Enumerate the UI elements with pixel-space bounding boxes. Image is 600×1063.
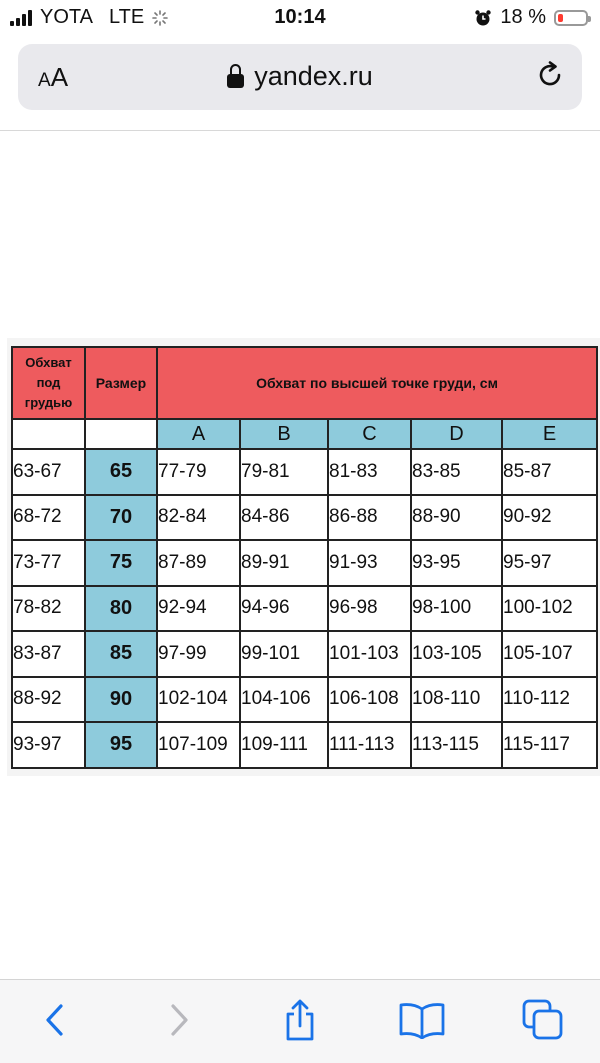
url-text: yandex.ru [254,61,373,91]
cup-cell: 93-95 [411,540,502,586]
size-cell: 95 [85,722,157,768]
cup-cell: 106-108 [328,677,411,723]
back-button[interactable] [31,996,79,1044]
back-icon [40,1002,70,1038]
blank-cell [85,419,157,449]
cup-letter: C [328,419,411,449]
lock-icon [227,74,244,88]
cup-cell: 100-102 [502,586,597,632]
underbust-cell: 78-82 [12,586,85,632]
cup-cell: 98-100 [411,586,502,632]
cup-cell: 88-90 [411,495,502,541]
bookmarks-button[interactable] [398,996,446,1044]
reader-text-size-button[interactable]: AA [38,62,69,92]
cup-cell: 111-113 [328,722,411,768]
carrier-label: YOTA [40,6,93,28]
underbust-cell: 83-87 [12,631,85,677]
table-row [12,449,597,495]
size-table [11,346,598,769]
cup-cell: 89-91 [240,540,328,586]
cup-cell: 102-104 [157,677,240,723]
battery-percent: 18 % [500,6,546,28]
cup-cell: 101-103 [328,631,411,677]
share-icon [281,998,319,1042]
cup-cell: 82-84 [157,495,240,541]
cup-cell: 105-107 [502,631,597,677]
cup-cell: 94-96 [240,586,328,632]
table-row [12,722,597,768]
battery-icon [554,10,588,26]
cup-cell: 113-115 [411,722,502,768]
header-bust: Обхват по высшей точке груди, см [157,347,597,419]
cup-letter: E [502,419,597,449]
cup-cell: 84-86 [240,495,328,541]
cup-cell: 107-109 [157,722,240,768]
cup-cell: 109-111 [240,722,328,768]
cup-cell: 91-93 [328,540,411,586]
header-underbust: Обхват под грудью [12,347,85,419]
cup-cell: 115-117 [502,722,597,768]
cup-cell: 99-101 [240,631,328,677]
size-chart-image [7,338,600,776]
table-row [12,631,597,677]
bookmarks-icon [398,1001,446,1039]
underbust-cell: 73-77 [12,540,85,586]
share-button[interactable] [276,996,324,1044]
table-row [12,495,597,541]
url-display[interactable] [18,61,582,92]
underbust-cell: 88-92 [12,677,85,723]
cup-cell: 92-94 [157,586,240,632]
status-bar [0,0,600,36]
header-size: Размер [85,347,157,419]
table-row [12,586,597,632]
address-bar[interactable] [18,44,582,110]
cup-cell: 85-87 [502,449,597,495]
tabs-button[interactable] [519,996,567,1044]
cup-cell: 83-85 [411,449,502,495]
underbust-cell: 93-97 [12,722,85,768]
cup-cell: 108-110 [411,677,502,723]
browser-toolbar [0,979,600,1063]
cup-cell: 86-88 [328,495,411,541]
cup-cell: 97-99 [157,631,240,677]
size-cell: 75 [85,540,157,586]
size-cell: 65 [85,449,157,495]
cup-cell: 104-106 [240,677,328,723]
cup-cell: 110-112 [502,677,597,723]
underbust-cell: 68-72 [12,495,85,541]
tabs-icon [521,998,565,1042]
cup-letter: B [240,419,328,449]
header-divider [0,130,600,131]
cup-letter: A [157,419,240,449]
cup-cell: 90-92 [502,495,597,541]
cup-letters-row [12,419,597,449]
size-cell: 85 [85,631,157,677]
cup-letter: D [411,419,502,449]
forward-icon [164,1002,194,1038]
table-row [12,540,597,586]
cup-cell: 96-98 [328,586,411,632]
underbust-cell: 63-67 [12,449,85,495]
cup-cell: 79-81 [240,449,328,495]
network-label: LTE [108,6,145,28]
cup-cell: 95-97 [502,540,597,586]
clock: 10:14 [274,6,326,28]
cup-cell: 87-89 [157,540,240,586]
size-cell: 70 [85,495,157,541]
size-cell: 80 [85,586,157,632]
reload-icon[interactable] [534,59,566,91]
cup-cell: 103-105 [411,631,502,677]
status-right [474,6,588,29]
blank-cell [12,419,85,449]
table-row [12,677,597,723]
cup-cell: 77-79 [157,449,240,495]
alarm-icon [474,9,492,27]
forward-button[interactable] [155,996,203,1044]
cup-cell: 81-83 [328,449,411,495]
size-cell: 90 [85,677,157,723]
